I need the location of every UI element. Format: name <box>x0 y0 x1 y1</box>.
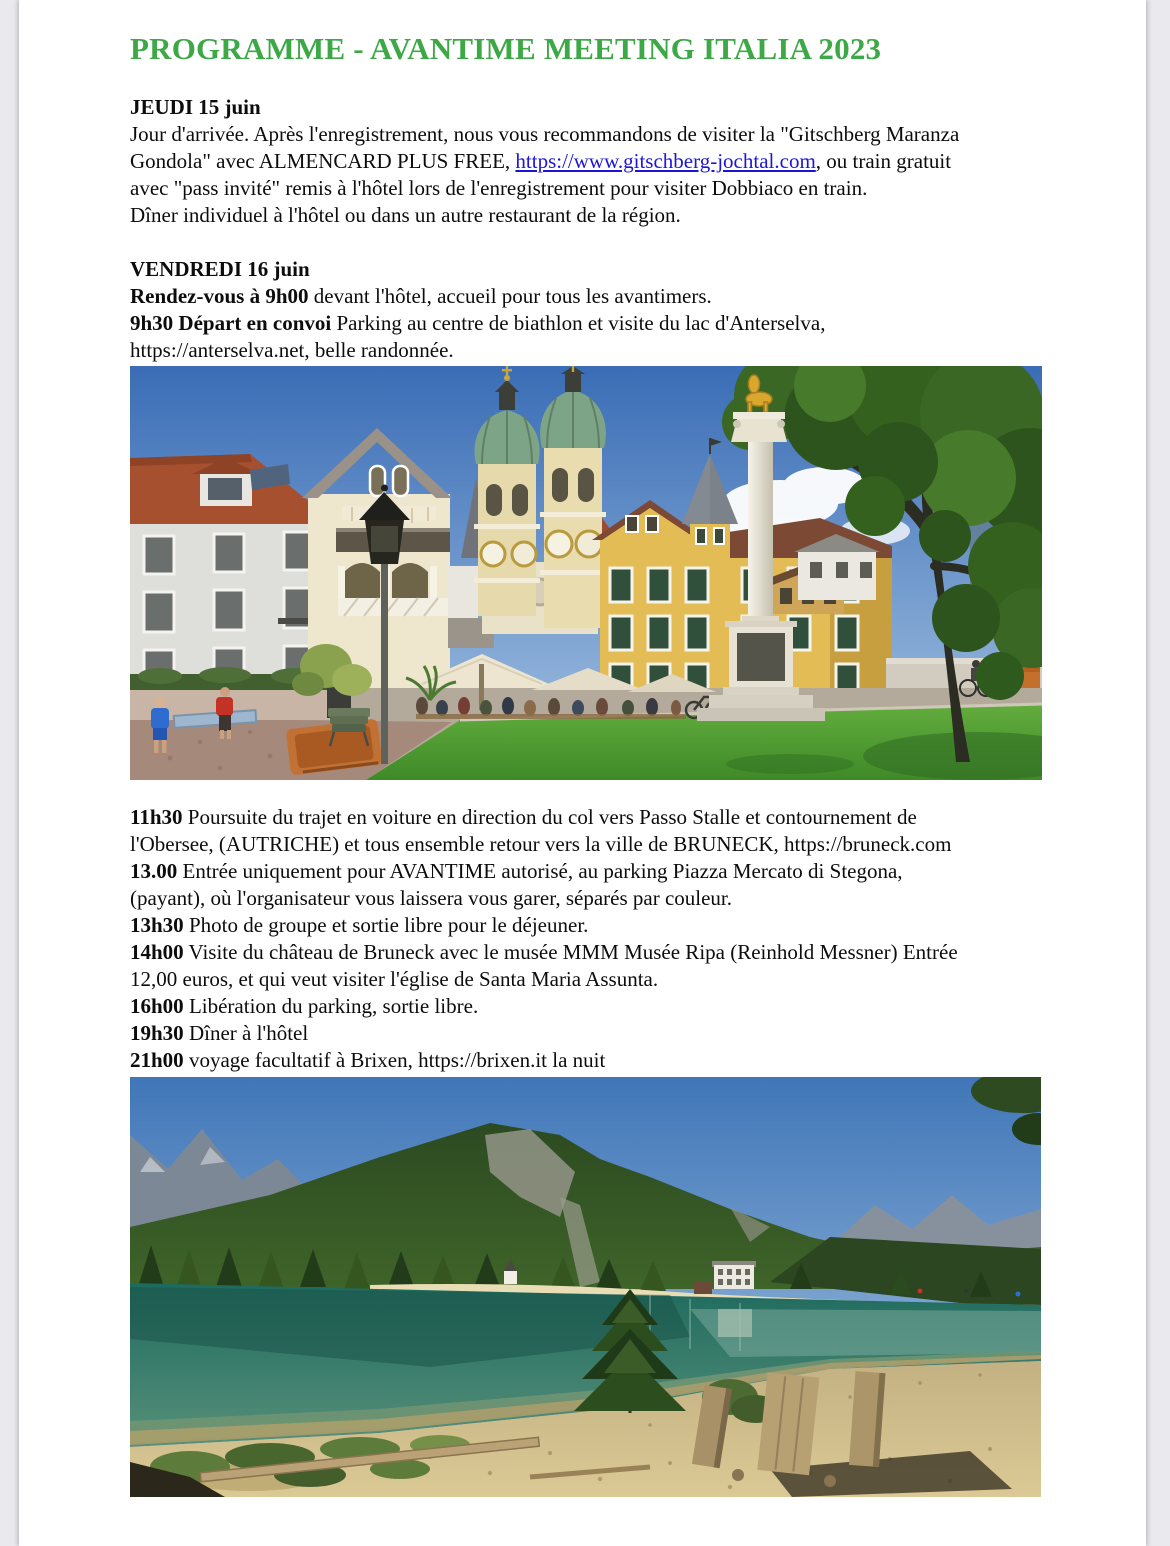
jeudi-line-4: Dîner individuel à l'hôtel ou dans un autre restaurant de la région. <box>130 203 681 227</box>
church-tower-right <box>540 366 606 628</box>
schedule-line-7: 12,00 euros, et qui veut visiter l'église de Santa Maria Assunta. <box>130 967 659 991</box>
schedule-line-5: 13h30 Photo de groupe et sortie libre pour le déjeuner. <box>130 913 589 937</box>
schedule-line-10: 21h00 voyage facultatif à Brixen, https://brixen.it la nuit <box>130 1048 606 1072</box>
jeudi-line-1: Jour d'arrivée. Après l'enregistrement, nous vous recommandons de visiter la "Gitschberg Maranza <box>130 122 960 146</box>
gitschberg-jochtal-link[interactable]: https://www.gitschberg-jochtal.com <box>515 149 816 173</box>
vendredi-line-2: 9h30 Départ en convoi Parking au centre de biathlon et visite du lac d'Anterselva, <box>130 311 826 335</box>
page-title: PROGRAMME - AVANTIME MEETING ITALIA 2023 <box>130 31 882 66</box>
day-heading-vendredi: VENDREDI 16 juin <box>130 257 310 281</box>
photo-lake-anterselva <box>130 1077 1041 1497</box>
schedule-line-6: 14h00 Visite du château de Bruneck avec le musée MMM Musée Ripa (Reinhold Messner) Entrée <box>130 940 958 964</box>
schedule-line-4: (payant), où l'organisateur vous laissera vous garer, séparés par couleur. <box>130 886 733 910</box>
day-heading-jeudi: JEUDI 15 juin <box>130 95 261 119</box>
schedule-line-9: 19h30 Dîner à l'hôtel <box>130 1021 309 1045</box>
schedule-line-3: 13.00 Entrée uniquement pour AVANTIME autorisé, au parking Piazza Mercato di Stegona, <box>130 859 903 883</box>
schedule-line-2: l'Obersee, (AUTRICHE) et tous ensemble retour vers la ville de BRUNECK, https://bruneck.com <box>130 832 952 856</box>
document-content <box>19 0 1042 1497</box>
schedule-line-8: 16h00 Libération du parking, sortie libre. <box>130 994 479 1018</box>
photo-brixen-square <box>130 366 1042 780</box>
jeudi-line-2: Gondola" avec ALMENCARD PLUS FREE, https://www.gitschberg-jochtal.com, ou train gratuit <box>130 149 952 173</box>
vendredi-line-1: Rendez-vous à 9h00 devant l'hôtel, accueil pour tous les avantimers. <box>130 284 712 308</box>
schedule-line-1: 11h30 Poursuite du trajet en voiture en direction du col vers Passo Stalle et contournement de <box>130 805 917 829</box>
vendredi-line-3: https://anterselva.net, belle randonnée. <box>130 338 454 362</box>
jeudi-line-3: avec "pass invité" remis à l'hôtel lors de l'enregistrement pour visiter Dobbiaco en train. <box>130 176 868 200</box>
document-page <box>19 0 1146 1546</box>
